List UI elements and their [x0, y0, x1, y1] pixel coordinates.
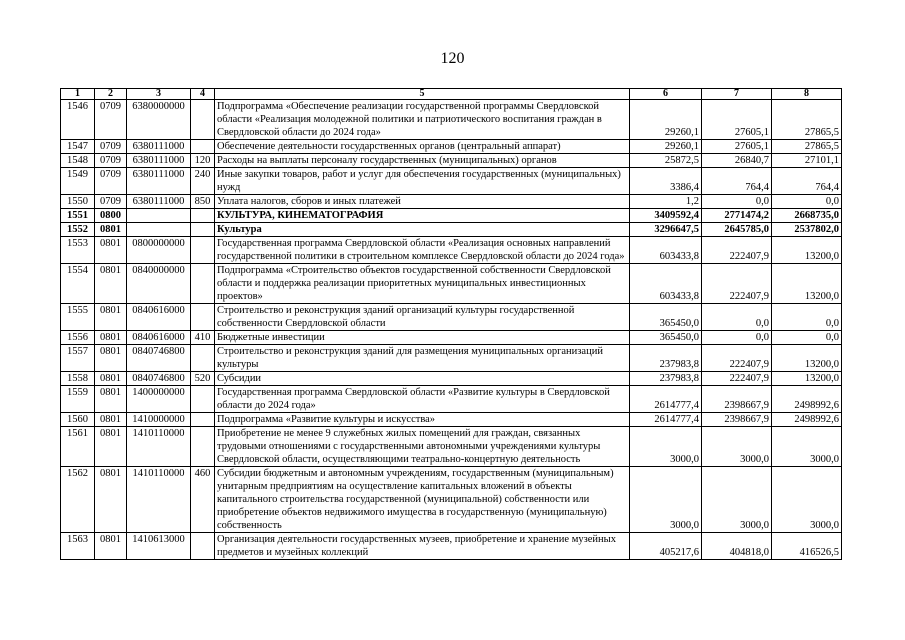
amount-col8: 0,0 — [772, 331, 842, 345]
target-article-code: 0840746800 — [127, 345, 191, 372]
section-code: 0801 — [95, 331, 127, 345]
amount-col6: 3000,0 — [630, 467, 702, 533]
table-row — [61, 140, 842, 154]
amount-col7: 2771474,2 — [702, 209, 772, 223]
section-code: 0801 — [95, 237, 127, 264]
amount-col8: 3000,0 — [772, 427, 842, 467]
item-name: Организация деятельности государственных музеев, приобретение и хранение музейных предметов и музейных коллекций — [215, 533, 630, 560]
section-code: 0801 — [95, 467, 127, 533]
target-article-code: 6380111000 — [127, 195, 191, 209]
amount-col6: 29260,1 — [630, 100, 702, 140]
expense-type-code — [191, 209, 215, 223]
item-name: Подпрограмма «Обеспечение реализации государственной программы Свердловской области «Реализация молодежной политики и патриотического воспитания граждан в Свердловской области до 2024 года» — [215, 100, 630, 140]
table-row — [61, 264, 842, 304]
row-number: 1553 — [61, 237, 95, 264]
expense-type-code — [191, 345, 215, 372]
section-code: 0709 — [95, 168, 127, 195]
item-name: Иные закупки товаров, работ и услуг для обеспечения государственных (муниципальных) нужд — [215, 168, 630, 195]
amount-col7: 27605,1 — [702, 100, 772, 140]
column-header: 2 — [95, 89, 127, 100]
item-name: Бюджетные инвестиции — [215, 331, 630, 345]
item-name: Субсидии бюджетным и автономным учреждениям, государственным (муниципальным) унитарным предприятиям на осуществление капитальных вложений в объекты капитального строительства государственной (муниципальной) собственности или приобретение объектов недвижимого имущества в государственную (муниципальную) собственность — [215, 467, 630, 533]
expense-type-code — [191, 304, 215, 331]
section-code: 0709 — [95, 100, 127, 140]
row-number: 1554 — [61, 264, 95, 304]
table-row — [61, 345, 842, 372]
target-article-code — [127, 209, 191, 223]
amount-col6: 1,2 — [630, 195, 702, 209]
column-header: 7 — [702, 89, 772, 100]
target-article-code: 1400000000 — [127, 386, 191, 413]
item-name: Подпрограмма «Строительство объектов государственной собственности Свердловской области и поддержка реализации приоритетных муниципальных инвестиционных проектов» — [215, 264, 630, 304]
page-number: 120 — [440, 50, 465, 67]
amount-col8: 0,0 — [772, 304, 842, 331]
table-row — [61, 100, 842, 140]
amount-col7: 222407,9 — [702, 372, 772, 386]
amount-col7: 222407,9 — [702, 237, 772, 264]
column-header: 3 — [127, 89, 191, 100]
section-code: 0801 — [95, 533, 127, 560]
column-header: 8 — [772, 89, 842, 100]
table-row — [61, 223, 842, 237]
amount-col7: 0,0 — [702, 195, 772, 209]
expense-type-code: 120 — [191, 154, 215, 168]
target-article-code: 1410613000 — [127, 533, 191, 560]
amount-col8: 2498992,6 — [772, 386, 842, 413]
target-article-code: 6380111000 — [127, 140, 191, 154]
amount-col8: 2498992,6 — [772, 413, 842, 427]
expense-type-code — [191, 427, 215, 467]
row-number: 1562 — [61, 467, 95, 533]
amount-col8: 13200,0 — [772, 372, 842, 386]
row-number: 1556 — [61, 331, 95, 345]
table-row — [61, 372, 842, 386]
row-number: 1558 — [61, 372, 95, 386]
table-row — [61, 237, 842, 264]
amount-col8: 764,4 — [772, 168, 842, 195]
amount-col8: 3000,0 — [772, 467, 842, 533]
expense-type-code: 410 — [191, 331, 215, 345]
target-article-code: 1410110000 — [127, 467, 191, 533]
section-code: 0801 — [95, 345, 127, 372]
expense-type-code — [191, 140, 215, 154]
amount-col7: 0,0 — [702, 331, 772, 345]
amount-col6: 3296647,5 — [630, 223, 702, 237]
amount-col7: 2398667,9 — [702, 386, 772, 413]
expense-type-code — [191, 100, 215, 140]
column-header: 1 — [61, 89, 95, 100]
item-name: Государственная программа Свердловской области «Реализация основных направлений государственной политики в строительном комплексе Свердловской области до 2024 года» — [215, 237, 630, 264]
row-number: 1555 — [61, 304, 95, 331]
amount-col6: 237983,8 — [630, 372, 702, 386]
section-code: 0801 — [95, 427, 127, 467]
amount-col7: 222407,9 — [702, 345, 772, 372]
item-name: Строительство и реконструкция зданий организаций культуры государственной собственности Свердловской области — [215, 304, 630, 331]
table-row — [61, 533, 842, 560]
row-number: 1551 — [61, 209, 95, 223]
section-code: 0709 — [95, 154, 127, 168]
target-article-code: 6380000000 — [127, 100, 191, 140]
expense-type-code — [191, 264, 215, 304]
amount-col6: 237983,8 — [630, 345, 702, 372]
amount-col7: 3000,0 — [702, 427, 772, 467]
amount-col7: 2645785,0 — [702, 223, 772, 237]
amount-col6: 365450,0 — [630, 331, 702, 345]
row-number: 1559 — [61, 386, 95, 413]
expense-type-code — [191, 386, 215, 413]
target-article-code: 0840746800 — [127, 372, 191, 386]
item-name: Субсидии — [215, 372, 630, 386]
target-article-code: 0840616000 — [127, 304, 191, 331]
target-article-code — [127, 223, 191, 237]
row-number: 1563 — [61, 533, 95, 560]
amount-col8: 416526,5 — [772, 533, 842, 560]
table-row — [61, 154, 842, 168]
amount-col6: 405217,6 — [630, 533, 702, 560]
row-number: 1546 — [61, 100, 95, 140]
amount-col7: 27605,1 — [702, 140, 772, 154]
row-number: 1547 — [61, 140, 95, 154]
expense-type-code — [191, 533, 215, 560]
item-name: Подпрограмма «Развитие культуры и искусства» — [215, 413, 630, 427]
table-header-row — [61, 89, 842, 100]
target-article-code: 1410000000 — [127, 413, 191, 427]
amount-col7: 222407,9 — [702, 264, 772, 304]
budget-table — [60, 88, 842, 560]
amount-col6: 2614777,4 — [630, 386, 702, 413]
amount-col7: 764,4 — [702, 168, 772, 195]
target-article-code: 6380111000 — [127, 168, 191, 195]
row-number: 1560 — [61, 413, 95, 427]
section-code: 0709 — [95, 195, 127, 209]
section-code: 0801 — [95, 223, 127, 237]
table-row — [61, 427, 842, 467]
row-number: 1550 — [61, 195, 95, 209]
expense-type-code — [191, 413, 215, 427]
section-code: 0709 — [95, 140, 127, 154]
amount-col8: 13200,0 — [772, 345, 842, 372]
column-header: 6 — [630, 89, 702, 100]
amount-col6: 603433,8 — [630, 264, 702, 304]
amount-col6: 2614777,4 — [630, 413, 702, 427]
amount-col7: 3000,0 — [702, 467, 772, 533]
row-number: 1552 — [61, 223, 95, 237]
table-row — [61, 195, 842, 209]
target-article-code: 0840616000 — [127, 331, 191, 345]
amount-col8: 2668735,0 — [772, 209, 842, 223]
amount-col6: 3000,0 — [630, 427, 702, 467]
amount-col6: 3386,4 — [630, 168, 702, 195]
item-name: Обеспечение деятельности государственных органов (центральный аппарат) — [215, 140, 630, 154]
expense-type-code: 850 — [191, 195, 215, 209]
amount-col8: 27865,5 — [772, 100, 842, 140]
amount-col6: 29260,1 — [630, 140, 702, 154]
amount-col6: 603433,8 — [630, 237, 702, 264]
amount-col8: 27865,5 — [772, 140, 842, 154]
target-article-code: 1410110000 — [127, 427, 191, 467]
expense-type-code: 460 — [191, 467, 215, 533]
table-row — [61, 168, 842, 195]
item-name: КУЛЬТУРА, КИНЕМАТОГРАФИЯ — [215, 209, 630, 223]
expense-type-code — [191, 223, 215, 237]
section-code: 0801 — [95, 304, 127, 331]
table-row — [61, 304, 842, 331]
amount-col7: 26840,7 — [702, 154, 772, 168]
amount-col7: 2398667,9 — [702, 413, 772, 427]
row-number: 1549 — [61, 168, 95, 195]
amount-col7: 404818,0 — [702, 533, 772, 560]
target-article-code: 0800000000 — [127, 237, 191, 264]
section-code: 0801 — [95, 264, 127, 304]
expense-type-code: 240 — [191, 168, 215, 195]
amount-col8: 13200,0 — [772, 264, 842, 304]
row-number: 1561 — [61, 427, 95, 467]
item-name: Уплата налогов, сборов и иных платежей — [215, 195, 630, 209]
section-code: 0801 — [95, 386, 127, 413]
amount-col6: 365450,0 — [630, 304, 702, 331]
item-name: Строительство и реконструкция зданий для размещения муниципальных организаций культуры — [215, 345, 630, 372]
section-code: 0800 — [95, 209, 127, 223]
column-header: 4 — [191, 89, 215, 100]
table-row — [61, 209, 842, 223]
amount-col6: 3409592,4 — [630, 209, 702, 223]
target-article-code: 6380111000 — [127, 154, 191, 168]
item-name: Государственная программа Свердловской области «Развитие культуры в Свердловской области до 2024 года» — [215, 386, 630, 413]
amount-col8: 0,0 — [772, 195, 842, 209]
expense-type-code: 520 — [191, 372, 215, 386]
table-row — [61, 386, 842, 413]
item-name: Расходы на выплаты персоналу государственных (муниципальных) органов — [215, 154, 630, 168]
table-row — [61, 413, 842, 427]
row-number: 1557 — [61, 345, 95, 372]
amount-col7: 0,0 — [702, 304, 772, 331]
section-code: 0801 — [95, 372, 127, 386]
column-header: 5 — [215, 89, 630, 100]
item-name: Культура — [215, 223, 630, 237]
amount-col8: 2537802,0 — [772, 223, 842, 237]
amount-col8: 13200,0 — [772, 237, 842, 264]
target-article-code: 0840000000 — [127, 264, 191, 304]
table-row — [61, 331, 842, 345]
table-row — [61, 467, 842, 533]
section-code: 0801 — [95, 413, 127, 427]
amount-col6: 25872,5 — [630, 154, 702, 168]
expense-type-code — [191, 237, 215, 264]
amount-col8: 27101,1 — [772, 154, 842, 168]
item-name: Приобретение не менее 9 служебных жилых помещений для граждан, связанных трудовыми отношениями с государственными автономными учреждениями культуры Свердловской области, осуществляющими театрально-концертную деятельность — [215, 427, 630, 467]
row-number: 1548 — [61, 154, 95, 168]
